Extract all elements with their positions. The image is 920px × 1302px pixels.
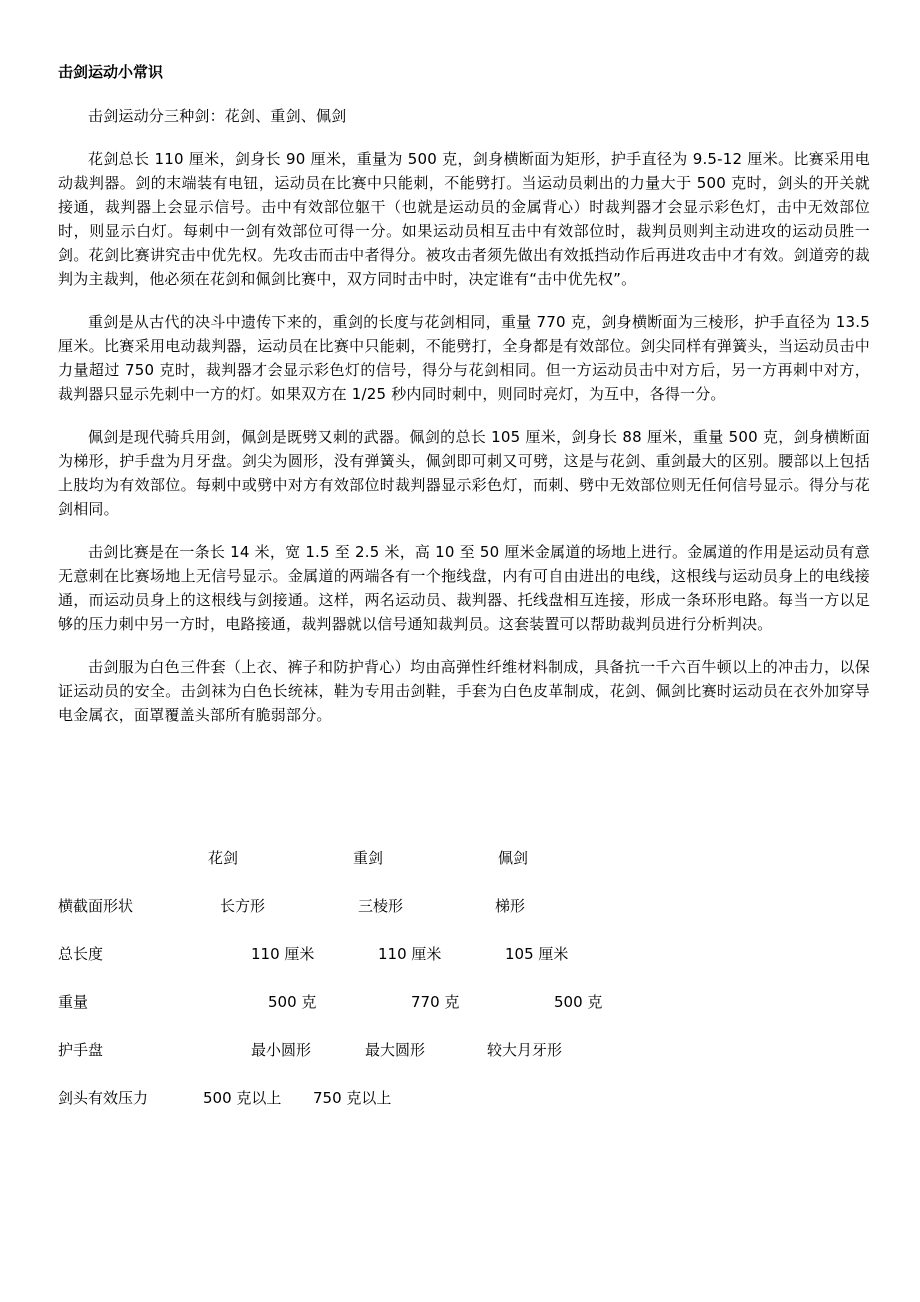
comparison-table [58, 846, 678, 1134]
table-header-row [58, 846, 678, 894]
table-header-cell: 花剑 [208, 849, 239, 867]
table-cell: 500 克 [268, 993, 317, 1011]
table-cell: 较大月牙形 [487, 1041, 563, 1059]
table-row [58, 942, 678, 990]
table-cell: 最小圆形 [251, 1041, 312, 1059]
document-title: 击剑运动小常识 [58, 63, 164, 81]
paragraph-intro: 击剑运动分三种剑：花剑、重剑、佩剑 [88, 107, 347, 125]
paragraph-sabre: 佩剑是现代骑兵用剑，佩剑是既劈又刺的武器。佩剑的总长 105 厘米，剑身长 88 厘米，重量 500 克，剑身横断面为梯形，护手盘为月牙盘。剑尖为圆形，没有弹簧头，佩剑即可刺又可劈，这是与花剑、重剑最大的区别。腰部以上包括上肢均为有效部位。每刺中或劈中对方有效部位时裁判器显示彩色灯，而刺、劈中无效部位则无任何信号显示。得分与花剑相同。 [58, 428, 870, 518]
paragraph-uniform: 击剑服为白色三件套（上衣、裤子和防护背心）均由高弹性纤维材料制成，具备抗一千六百牛顿以上的冲击力，以保证运动员的安全。击剑袜为白色长统袜，鞋为专用击剑鞋，手套为白色皮革制成，花剑、佩剑比赛时运动员在衣外加穿导电金属衣，面罩覆盖头部所有脆弱部分。 [58, 658, 870, 724]
table-cell: 500 克以上 [203, 1089, 282, 1107]
table-cell: 110 厘米 [251, 945, 315, 963]
paragraph-piste: 击剑比赛是在一条长 14 米，宽 1.5 至 2.5 米，高 10 至 50 厘米金属道的场地上进行。金属道的作用是运动员有意无意刺在比赛场地上无信号显示。金属道的两端各有一个拖线盘，内有可自由进出的电线，这根线与运动员身上的电线接通，而运动员身上的这根线与剑接通。这样，两名运动员、裁判器、托线盘相互连接，形成一条环形电路。每当一方以足够的压力刺中另一方时，电路接通，裁判器就以信号通知裁判员。这套装置可以帮助裁判员进行分析判决。 [58, 543, 870, 633]
table-cell: 770 克 [411, 993, 460, 1011]
table-cell: 750 克以上 [313, 1089, 392, 1107]
table-row-label: 总长度 [58, 945, 104, 963]
table-cell: 梯形 [495, 897, 526, 915]
paragraph-foil: 花剑总长 110 厘米，剑身长 90 厘米，重量为 500 克，剑身横断面为矩形，护手直径为 9.5-12 厘米。比赛采用电动裁判器。剑的末端装有电钮，运动员在比赛中只能刺，不能劈打。当运动员刺出的力量大于 500 克时，剑头的开关就接通，裁判器上会显示信号。击中有效部位躯干（也就是运动员的金属背心）时裁判器才会显示彩色灯，击中无效部位时，则显示白灯。每刺中一剑有效部位可得一分。如果运动员相互击中有效部位时，裁判员则判主动进攻的运动员胜一剑。花剑比赛讲究击中优先权。先攻击而击中者得分。被攻击者须先做出有效抵挡动作后再进攻击中才有效。剑道旁的裁判为主裁判，他必须在花剑和佩剑比赛中，双方同时击中时，决定谁有“击中优先权”。 [58, 150, 870, 288]
document-body [58, 60, 870, 746]
table-header-cell: 佩剑 [498, 849, 529, 867]
table-row [58, 990, 678, 1038]
paragraph-epee: 重剑是从古代的决斗中遗传下来的，重剑的长度与花剑相同，重量 770 克，剑身横断面为三棱形，护手直径为 13.5 厘米。比赛采用电动裁判器，运动员在比赛中只能刺，不能劈打，全身都是有效部位。剑尖同样有弹簧头，当运动员击中力量超过 750 克时，裁判器才会显示彩色灯的信号，得分与花剑相同。但一方运动员击中对方后，另一方再刺中对方，裁判器只显示先刺中一方的灯。如果双方在 1/25 秒内同时刺中，则同时亮灯，为互中，各得一分。 [58, 313, 870, 403]
table-row [58, 1086, 678, 1134]
table-cell: 500 克 [554, 993, 603, 1011]
table-cell: 105 厘米 [505, 945, 569, 963]
table-cell: 三棱形 [358, 897, 404, 915]
table-row [58, 1038, 678, 1086]
table-row [58, 894, 678, 942]
table-row-label: 重量 [58, 993, 89, 1011]
table-cell: 最大圆形 [365, 1041, 426, 1059]
table-row-label: 横截面形状 [58, 897, 134, 915]
table-row-label: 护手盘 [58, 1041, 104, 1059]
table-header-cell: 重剑 [353, 849, 384, 867]
table-cell: 长方形 [220, 897, 266, 915]
table-row-label: 剑头有效压力 [58, 1089, 149, 1107]
table-cell: 110 厘米 [378, 945, 442, 963]
